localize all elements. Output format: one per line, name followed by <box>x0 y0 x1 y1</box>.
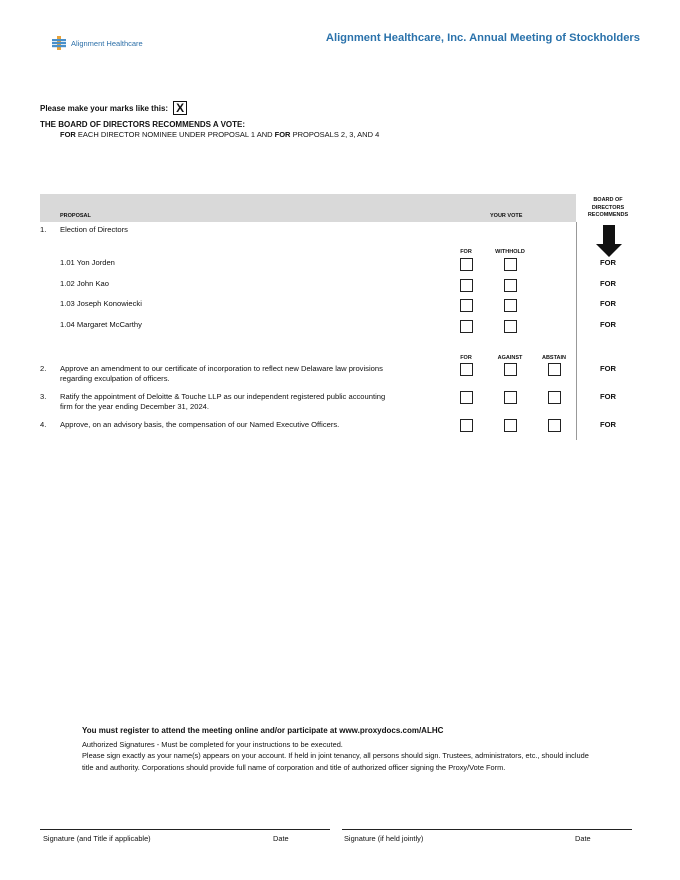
col-against-header: AGAINST <box>497 355 523 361</box>
proposal-3-line-2: firm for the year ending December 31, 2024. <box>60 402 210 411</box>
nominee-4-recommendation: FOR <box>599 320 617 329</box>
register-notice: You must register to attend the meeting online and/or participate at www.proxydocs.com/ALHC <box>82 726 444 735</box>
nominee-label: 1.01 Yon Jorden <box>60 258 115 267</box>
proposal-3-for-checkbox[interactable] <box>460 391 473 404</box>
page-title: Alignment Healthcare, Inc. Annual Meeting of Stockholders <box>325 32 640 44</box>
proposal-2-recommendation: FOR <box>599 364 617 373</box>
nominee-label: 1.02 John Kao <box>60 279 109 288</box>
proposal-2-text <box>60 364 450 384</box>
nominee-1-withhold-checkbox[interactable] <box>504 258 517 271</box>
proposal-4-against-checkbox[interactable] <box>504 419 517 432</box>
proposal-2-abstain-checkbox[interactable] <box>548 363 561 376</box>
proposal-3-abstain-checkbox[interactable] <box>548 391 561 404</box>
board-recommends-header <box>576 194 640 222</box>
your-vote-header: YOUR VOTE <box>490 213 523 219</box>
proposal-3-text <box>60 392 450 412</box>
proposal-4-recommendation: FOR <box>599 420 617 429</box>
column-divider <box>576 222 577 440</box>
nominee-1-recommendation: FOR <box>599 258 617 267</box>
marks-example: X <box>173 101 187 115</box>
nominee-2-for-checkbox[interactable] <box>460 279 473 292</box>
board-rec-line-1: BOARD OF <box>593 197 623 203</box>
signature-instructions <box>82 739 592 773</box>
proposal-1-number: 1. <box>40 225 47 234</box>
authorized-signatures-note: Authorized Signatures - Must be completed for your instructions to be executed. <box>82 740 343 749</box>
nominee-label: 1.03 Joseph Konowiecki <box>60 299 142 308</box>
board-text-2: PROPOSALS 2, 3, AND 4 <box>290 130 380 139</box>
arrow-down-icon <box>596 225 622 257</box>
nominee-1-for-checkbox[interactable] <box>460 258 473 271</box>
date-2-label: Date <box>575 834 591 843</box>
proposal-3-line-1: Ratify the appointment of Deloitte & Touche LLP as our independent registered public accounting <box>60 392 386 401</box>
board-for-1: FOR <box>60 130 76 139</box>
proposal-4-text: Approve, on an advisory basis, the compensation of our Named Executive Officers. <box>60 420 340 429</box>
proposal-2-line-1: Approve an amendment to our certificate of incorporation to reflect new Delaware law provisions <box>60 364 383 373</box>
signature-1-line[interactable] <box>40 829 330 830</box>
proposal-4-abstain-checkbox[interactable] <box>548 419 561 432</box>
board-heading: THE BOARD OF DIRECTORS RECOMMENDS A VOTE: <box>40 120 246 129</box>
proposal-3-recommendation: FOR <box>599 392 617 401</box>
board-recommendation-line <box>60 130 379 139</box>
proposal-2-for-checkbox[interactable] <box>460 363 473 376</box>
sign-exactly-note: Please sign exactly as your name(s) appears on your account. If held in joint tenancy, all persons should sign. Trustees, administrators, etc., should include title and authority. Corporations should provide full name of corporation and title of authorized officer signing the Proxy/Vote Form. <box>82 751 589 772</box>
nominee-4-for-checkbox[interactable] <box>460 320 473 333</box>
board-for-2: FOR <box>274 130 291 139</box>
logo-text: Alignment Healthcare <box>71 38 143 48</box>
board-text-1: EACH DIRECTOR NOMINEE UNDER PROPOSAL 1 AND <box>75 130 275 139</box>
board-rec-line-3: RECOMMENDS <box>587 212 629 218</box>
signature-1-label: Signature (and Title if applicable) <box>43 834 151 843</box>
proposal-header: PROPOSAL <box>60 213 91 219</box>
date-1-label: Date <box>273 834 289 843</box>
signature-2-label: Signature (if held jointly) <box>344 834 424 843</box>
board-rec-line-2: DIRECTORS <box>591 204 625 211</box>
proposal-4-number: 4. <box>40 420 47 429</box>
nominee-3-recommendation: FOR <box>599 299 617 308</box>
proposal-3-number: 3. <box>40 392 47 401</box>
nominee-2-recommendation: FOR <box>599 279 617 288</box>
nominee-3-for-checkbox[interactable] <box>460 299 473 312</box>
proposal-2-against-checkbox[interactable] <box>504 363 517 376</box>
signature-2-line[interactable] <box>342 829 632 830</box>
col-abstain-header: ABSTAIN <box>541 355 567 361</box>
nominee-3-withhold-checkbox[interactable] <box>504 299 517 312</box>
proposal-4-for-checkbox[interactable] <box>460 419 473 432</box>
proposal-2-line-2: regarding exculpation of officers. <box>60 374 170 383</box>
col-for-header: FOR <box>460 355 472 361</box>
nominee-2-withhold-checkbox[interactable] <box>504 279 517 292</box>
logo <box>52 36 143 50</box>
nominee-label: 1.04 Margaret McCarthy <box>60 320 142 329</box>
marks-label: Please make your marks like this: <box>40 103 169 113</box>
marks-instruction <box>40 101 187 115</box>
nominee-4-withhold-checkbox[interactable] <box>504 320 517 333</box>
proposal-1-label: Election of Directors <box>60 225 128 234</box>
proposal-2-number: 2. <box>40 364 47 373</box>
cross-logo-icon <box>52 36 66 50</box>
col-withhold-header: WITHHOLD <box>495 249 525 255</box>
proposal-3-against-checkbox[interactable] <box>504 391 517 404</box>
col-for-header: FOR <box>460 249 472 255</box>
